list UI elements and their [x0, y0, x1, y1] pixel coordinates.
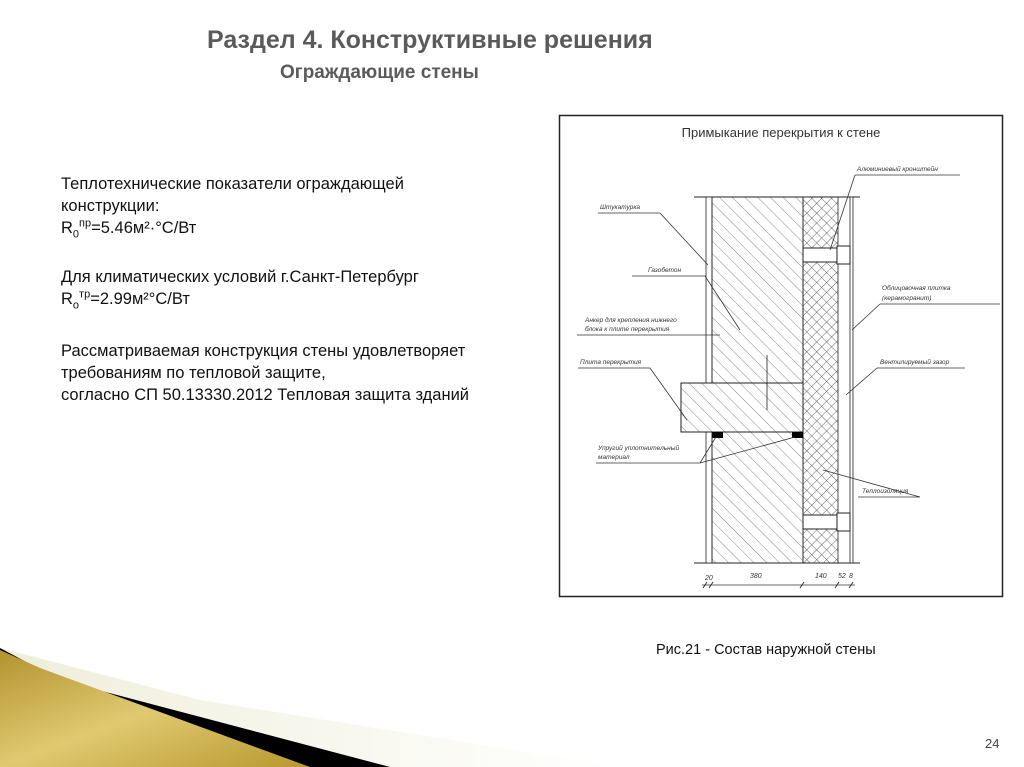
label-bracket: Алюминиевый кронштейн — [857, 166, 938, 173]
text-heat-indicators: Теплотехнические показатели ограждающей — [61, 175, 404, 193]
label-aerated-concrete: Газобетон — [648, 267, 682, 274]
drawing-title: Примыкание перекрытия к стене — [681, 125, 881, 140]
label-anchor-1: Анкер для крепления нижнего — [585, 317, 677, 324]
label-vent-gap: Вентилируемый зазор — [880, 359, 950, 366]
dim-140: 140 — [815, 573, 827, 580]
label-cladding-2: (керамогранит) — [882, 295, 932, 302]
text-construction: конструкции: — [61, 197, 160, 215]
label-slab: Плита перекрытия — [580, 359, 642, 366]
rtr-value: =2.99м²°С/Вт — [90, 290, 190, 308]
page-number: 24 — [985, 736, 1000, 751]
text-climate: Для климатических условий г.Санкт-Петербург — [61, 268, 419, 286]
dim-8: 8 — [849, 573, 853, 580]
figure-caption: Рис.21 - Состав наружной стены — [656, 642, 876, 658]
label-seal-1: Упругий уплотнительный — [598, 445, 680, 452]
label-insulation: Теплоизоляция — [862, 488, 909, 495]
label-anchor-2: блока к плите перекрытия — [585, 326, 670, 333]
rtr-symbol: R — [61, 290, 73, 308]
r0-value: =5.46м²·°С/Вт — [91, 219, 197, 237]
slide-title: Раздел 4. Конструктивные решения — [207, 26, 653, 54]
bracket-bottom — [803, 513, 850, 531]
text-conclusion-1: Рассматриваемая конструкция стены удовлетворяет — [61, 342, 466, 360]
label-cladding-1: Облицовочная плитка — [882, 285, 951, 292]
dim-52: 52 — [838, 573, 846, 580]
plaster-layer — [706, 197, 712, 563]
aerated-concrete-layer — [712, 197, 803, 563]
seal-left — [712, 432, 723, 438]
label-seal-2: материал — [598, 454, 630, 461]
r0-sub: 0 — [72, 228, 80, 241]
floor-slab — [681, 383, 803, 432]
r0-symbol: R — [61, 219, 73, 237]
label-plaster: Штукатурка — [600, 204, 641, 211]
rtr-sub: o — [72, 299, 80, 312]
rtr-sup: тр — [79, 288, 91, 301]
dim-20: 20 — [705, 575, 713, 582]
text-conclusion-2: требованиям по тепловой защите, — [61, 364, 326, 382]
text-conclusion-3: согласно СП 50.13330.2012 Тепловая защита зданий — [61, 386, 469, 404]
dim-380: 380 — [750, 573, 762, 580]
slide-subtitle: Ограждающие стены — [280, 62, 479, 83]
r0-sup: пр — [79, 217, 92, 230]
bracket-top — [803, 246, 850, 264]
